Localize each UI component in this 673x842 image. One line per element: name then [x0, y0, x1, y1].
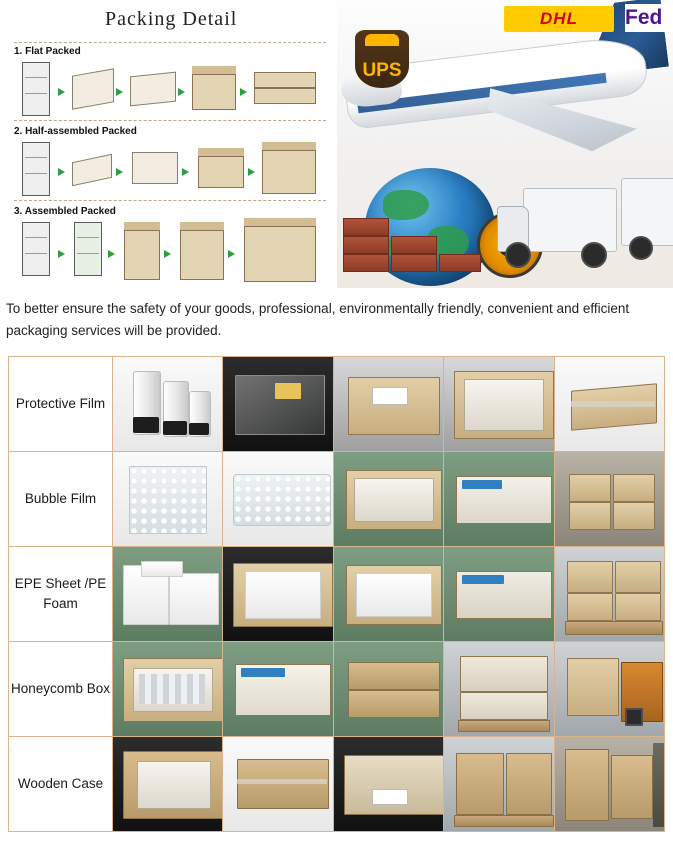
brick-stack [391, 236, 437, 254]
cell-forklift-loading-boxes [554, 642, 664, 737]
flat-carton-stack-a [254, 72, 316, 88]
cell-bubble-wrapped-panel [223, 452, 333, 547]
cell-foam-lined-open-carton [223, 547, 333, 642]
cell-bubble-film-roll [113, 452, 223, 547]
brick-stack [343, 218, 389, 236]
row-label-epe-sheet-pe-foam: EPE Sheet /PE Foam [9, 547, 113, 642]
brick-stack [343, 254, 389, 272]
half-carton-2 [262, 142, 316, 194]
cell-wooden-cases-in-container [554, 737, 664, 832]
packing-banner [0, 0, 673, 288]
rack-icon [22, 62, 50, 116]
dhl-logo [504, 6, 614, 32]
ups-logo-text: UPS [362, 60, 402, 81]
arrow-icon [116, 88, 123, 96]
table-row [9, 642, 665, 737]
brick-stack [439, 254, 481, 272]
section-label-assembled: 3. Assembled Packed [14, 206, 116, 217]
cell-wooden-case-sealed [333, 737, 443, 832]
delivery-truck-body [523, 188, 617, 252]
page-title: Packing Detail [105, 8, 238, 30]
cell-wooden-case-inner [113, 737, 223, 832]
fedex-logo [625, 4, 673, 32]
cell-bubble-wrapped-box [444, 452, 554, 547]
arrow-icon [182, 168, 189, 176]
truck-wheel [629, 236, 653, 260]
cell-sealed-carton [554, 357, 664, 452]
dhl-logo-text: DHL [540, 9, 578, 28]
arrow-icon [58, 250, 65, 258]
table-row [9, 357, 665, 452]
ups-shield-icon [365, 34, 399, 46]
brick-stack [343, 236, 389, 254]
flat-sheet-2 [130, 72, 176, 107]
arrow-icon [108, 250, 115, 258]
row-label-protective-film: Protective Film [9, 357, 113, 452]
section-label-half-assembled: 2. Half-assembled Packed [14, 126, 137, 137]
cell-wooden-case-closed [223, 737, 333, 832]
fedex-logo-fed: Fed [625, 6, 663, 29]
cell-film-wrapped-carton [333, 357, 443, 452]
cell-foam-wrapped-panel [444, 547, 554, 642]
packing-diagram [0, 0, 337, 288]
brick-stack [391, 254, 437, 272]
arrow-icon [240, 88, 247, 96]
arrow-icon [164, 250, 171, 258]
assembled-carton-3 [244, 218, 316, 282]
cell-film-wrapped-product [223, 357, 333, 452]
table-row [9, 452, 665, 547]
row-label-bubble-film: Bubble Film [9, 452, 113, 547]
cell-epe-foam-sheets [113, 547, 223, 642]
half-carton-1 [198, 148, 244, 188]
flat-carton-1 [192, 66, 236, 110]
half-sheet-2 [132, 152, 178, 184]
cell-stacked-honeycomb-boxes [333, 642, 443, 737]
cell-palletized-cartons [554, 547, 664, 642]
flat-sheet-1 [72, 68, 114, 109]
flat-carton-stack-b [254, 88, 316, 104]
shipping-photo [337, 0, 673, 288]
cell-bubble-lined-carton [333, 452, 443, 547]
arrow-icon [58, 168, 65, 176]
cell-protective-film-rolls [113, 357, 223, 452]
row-label-honeycomb-box: Honeycomb Box [9, 642, 113, 737]
half-sheet-1 [72, 154, 112, 187]
cell-honeycomb-box-inner [113, 642, 223, 737]
intro-paragraph: To better ensure the safety of your goods, professional, environmentally friendly, convenient and efficient packaging services will be provided. [6, 301, 630, 338]
arrow-icon [248, 168, 255, 176]
rack-wrapped-icon [74, 222, 102, 276]
arrow-icon [116, 168, 123, 176]
divider-mid-1 [14, 120, 326, 121]
arrow-icon [58, 88, 65, 96]
divider-mid-2 [14, 200, 326, 201]
arrow-icon [178, 88, 185, 96]
rack-icon [22, 222, 50, 276]
ups-logo [355, 30, 409, 88]
assembled-carton-1 [124, 222, 160, 280]
divider-top [14, 42, 326, 43]
assembled-carton-2 [180, 222, 224, 280]
arrow-icon [228, 250, 235, 258]
section-label-flat-packed: 1. Flat Packed [14, 46, 81, 57]
cell-honeycomb-boxes-on-pallet [444, 642, 554, 737]
delivery-truck-2-body [621, 178, 673, 246]
cell-film-wrapped-panel [444, 357, 554, 452]
cell-wooden-cases-stacked [444, 737, 554, 832]
table-row [9, 547, 665, 642]
row-label-wooden-case: Wooden Case [9, 737, 113, 832]
table-row [9, 737, 665, 832]
truck-wheel [581, 242, 607, 268]
cell-stacked-cartons-in-container [554, 452, 664, 547]
cell-foam-inside-carton [333, 547, 443, 642]
truck-wheel [505, 242, 531, 268]
cell-honeycomb-box-closed [223, 642, 333, 737]
rack-icon [22, 142, 50, 196]
packaging-materials-table [8, 356, 665, 832]
